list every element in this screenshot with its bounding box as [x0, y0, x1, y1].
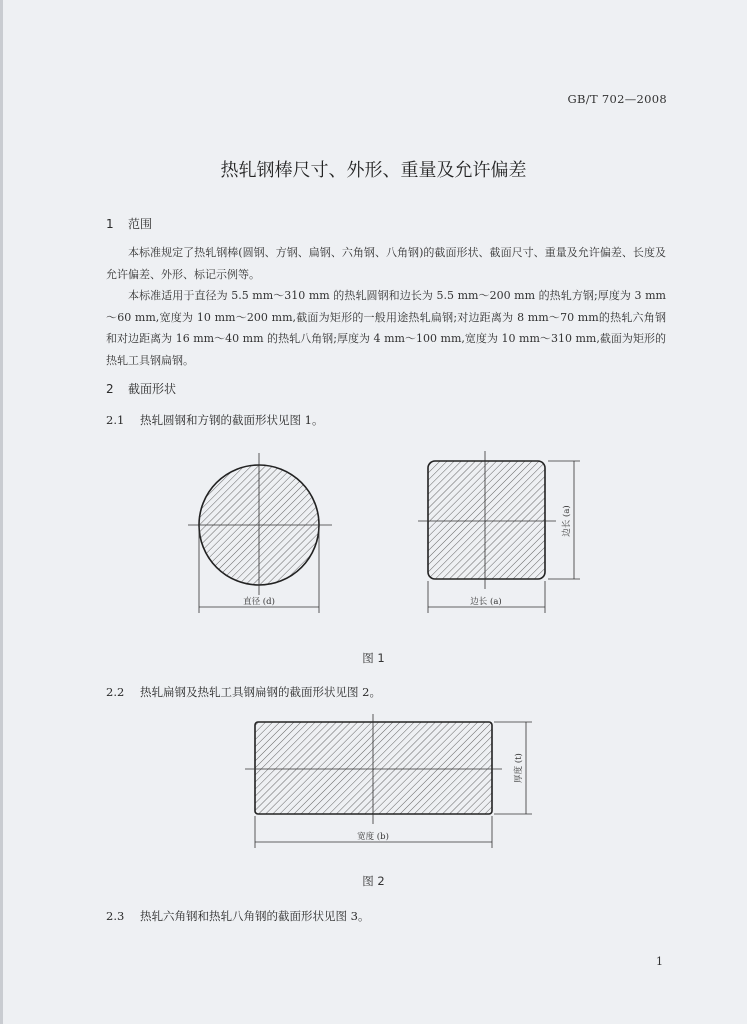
section-number: 1 — [106, 217, 114, 231]
section-1-heading — [106, 215, 152, 232]
page-number: 1 — [656, 955, 663, 968]
section-number: 2 — [106, 382, 114, 396]
clause-text: 热轧六角钢和热轧八角钢的截面形状见图 3。 — [140, 909, 370, 923]
flat-bar-section — [255, 722, 492, 814]
clause-number: 2.2 — [106, 685, 125, 699]
standard-code: GB/T 702—2008 — [567, 92, 667, 106]
figure-1-drawing — [180, 445, 600, 620]
section-title: 范围 — [128, 217, 153, 231]
thickness-label: 厚度 (t) — [514, 753, 524, 783]
clause-text: 热轧扁钢及热轧工具钢扁钢的截面形状见图 2。 — [140, 685, 381, 699]
scan-edge — [0, 0, 3, 1024]
figure-2-drawing — [240, 712, 540, 852]
figure-1-caption: 图 1 — [362, 651, 385, 665]
width-label: 宽度 (b) — [357, 832, 389, 842]
section-title: 截面形状 — [128, 382, 177, 396]
scope-paragraph-1: 本标准规定了热轧钢棒(圆钢、方钢、扁钢、六角钢、八角钢)的截面形状、截面尺寸、重量及允许偏差、长度及允许偏差、外形、标记示例等。 — [106, 246, 666, 281]
clause-2-1 — [106, 412, 323, 428]
scope-text — [106, 242, 666, 371]
clause-text: 热轧圆钢和方钢的截面形状见图 1。 — [140, 413, 324, 427]
scope-paragraph-2: 本标准适用于直径为 5.5 mm～310 mm 的热轧圆钢和边长为 5.5 mm～200 mm 的热轧方钢;厚度为 3 mm～60 mm,宽度为 10 mm～200 mm,截面为矩形的一般用途热轧扁钢;对边距离为 8 mm～70 mm的热轧六角钢和对边距离为 16 mm～40 mm 的热轧八角钢;厚度为 4 mm～100 mm,宽度为 10 mm～310 mm,截面为矩形的热轧工具钢扁钢。 — [106, 289, 666, 367]
document-title: 热轧钢棒尺寸、外形、重量及允许偏差 — [220, 160, 527, 181]
square-side-label: 边长 (a) — [562, 505, 572, 537]
figure-2-caption: 图 2 — [362, 874, 385, 888]
circle-diameter-label: 直径 (d) — [243, 597, 275, 607]
square-bottom-label: 边长 (a) — [470, 597, 502, 607]
clause-2-2 — [106, 684, 381, 700]
clause-number: 2.3 — [106, 909, 125, 923]
clause-number: 2.1 — [106, 413, 125, 427]
clause-2-3 — [106, 908, 369, 924]
square-bar-section — [428, 461, 545, 579]
section-2-heading — [106, 380, 176, 397]
